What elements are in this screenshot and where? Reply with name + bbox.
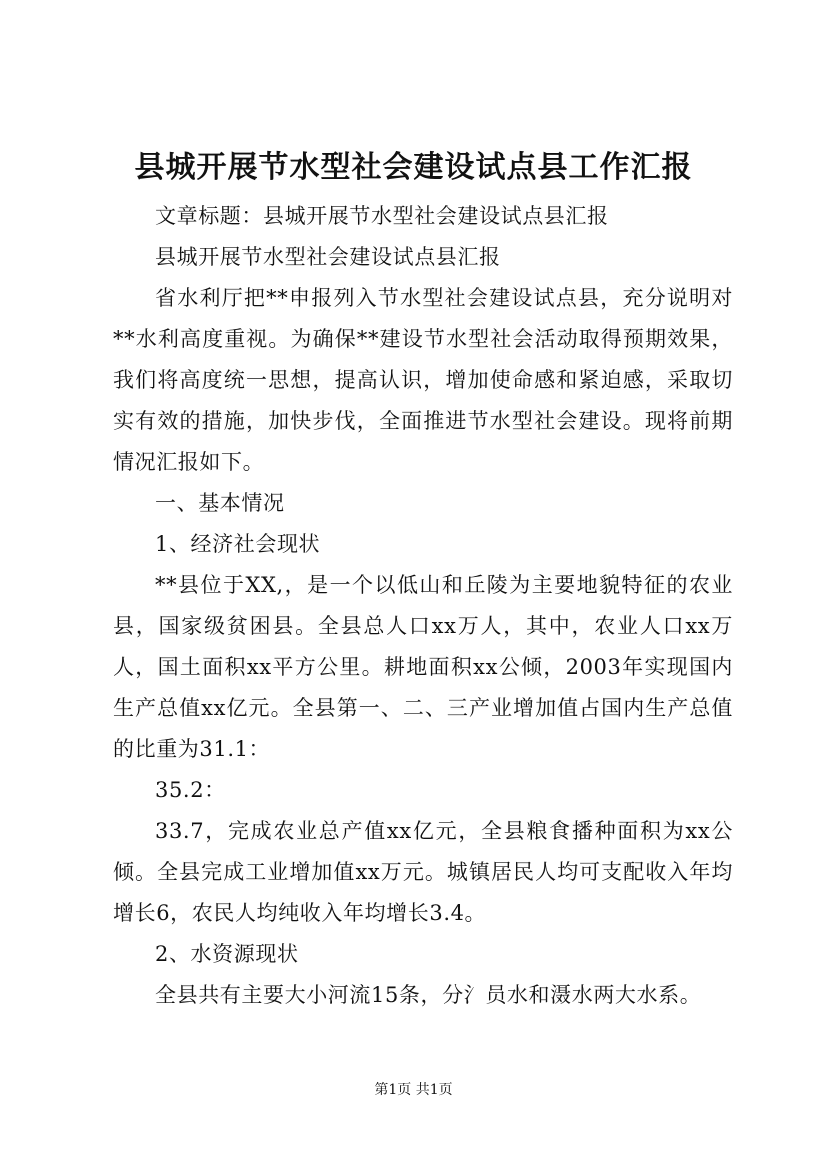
paragraph-article-title: 文章标题：县城开展节水型社会建设试点县汇报 xyxy=(155,204,609,228)
document-title: 县城开展节水型社会建设试点县工作汇报 xyxy=(134,150,693,185)
paragraph-ratio: 35.2： xyxy=(155,778,226,802)
paragraph-intro: 省水利厅把**申报列入节水型社会建设试点县，充分说明对**水利高度重视。为确保**建设节水型社会活动取得预期效果，我们将高度统一思想，提高认识，增加使命感和紧迫感，采取切实有效的措施，加快步伐，全面推进节水型社会建设。现将前期情况汇报如下。 xyxy=(113,286,733,474)
subsection-heading-economy: 1、经济社会现状 xyxy=(155,532,321,556)
section-heading-basic-situation: 一、基本情况 xyxy=(155,491,285,515)
document-body xyxy=(113,196,733,1016)
subsection-heading-water: 2、水资源现状 xyxy=(155,942,299,966)
page-footer: 第1页 共1页 xyxy=(374,1082,453,1098)
paragraph-economy-continued: 33.7，完成农业总产值xx亿元，全县粮食播种面积为xx公倾。全县完成工业增加值xx万元。城镇居民人均可支配收入年均增长6，农民人均纯收入年均增长3.4。 xyxy=(113,819,733,925)
paragraph-economy: **县位于XX,，是一个以低山和丘陵为主要地貌特征的农业县，国家级贫困县。全县总人口xx万人，其中，农业人口xx万人，国土面积xx平方公里。耕地面积xx公倾，2003年实现国内生产总值xx亿元。全县第一、二、三产业增加值占国内生产总值的比重为31.1： xyxy=(113,573,733,761)
paragraph-water: 全县共有主要大小河流15条，分氵员水和滠水两大水系。 xyxy=(155,983,702,1007)
paragraph-report-title: 县城开展节水型社会建设试点县汇报 xyxy=(155,245,501,269)
